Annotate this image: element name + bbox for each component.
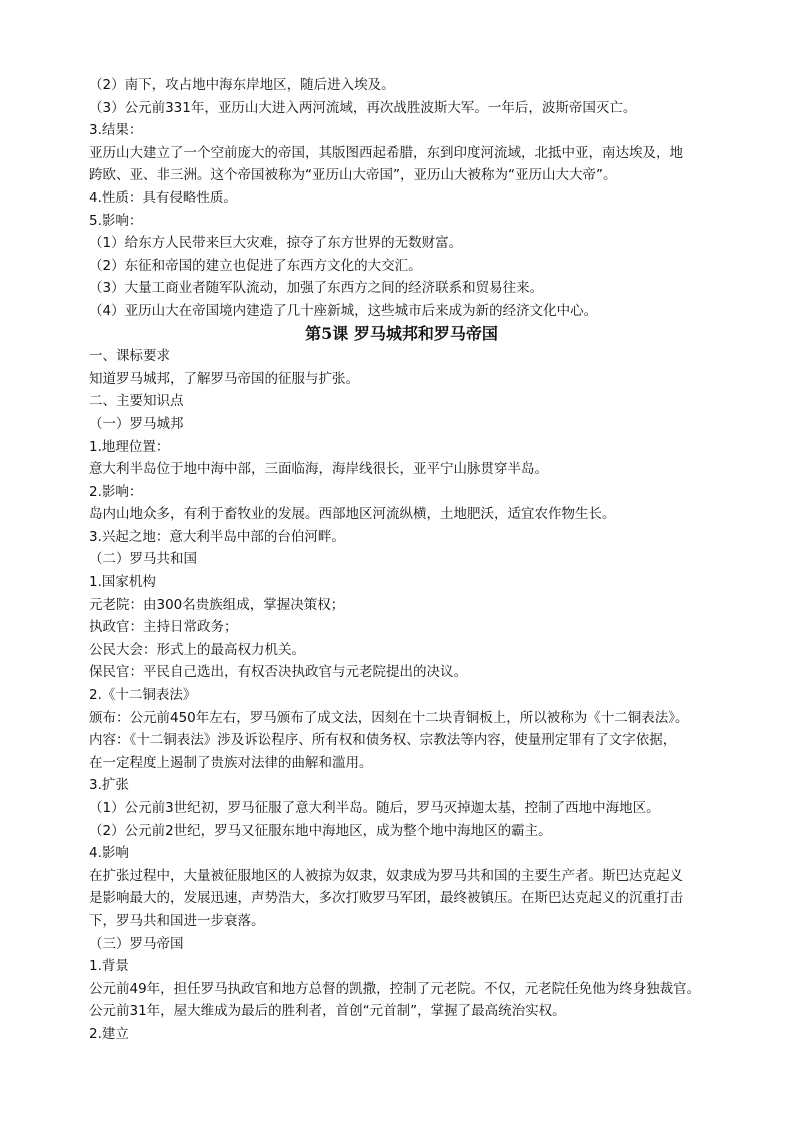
text-line: 1.国家机构 <box>89 574 156 591</box>
text-line: 5.影响： <box>89 212 143 229</box>
text-line: 1.地理位置： <box>89 438 170 455</box>
text-line: 元老院：由300名贵族组成，掌握决策权； <box>89 596 345 613</box>
text-line: 在一定程度上遏制了贵族对法律的曲解和滥用。 <box>89 754 373 771</box>
text-line: 公元前31年，屋大维成为最后的胜利者，首创“元首制”，掌握了最高统治实权。 <box>89 1003 566 1020</box>
text-line: 岛内山地众多，有利于畜牧业的发展。西部地区河流纵横，土地肥沃，适宜农作物生长。 <box>89 506 616 523</box>
text-line: 执政官：主持日常政务； <box>89 619 238 636</box>
text-line: 在扩张过程中，大量被征服地区的人被掠为奴隶，奴隶成为罗马共和国的主要生产者。斯巴达克起义 <box>89 867 683 884</box>
text-line: 知道罗马城邦，了解罗马帝国的征服与扩张。 <box>89 370 359 387</box>
text-line: （4）亚历山大在帝国境内建造了几十座新城，这些城市后来成为新的经济文化中心。 <box>89 302 598 319</box>
text-line: 2.建立 <box>89 1025 129 1042</box>
text-line: 颁布：公元前450年左右，罗马颁布了成文法，因刻在十二块青铜板上，所以被称为《十二铜表法》。 <box>89 709 689 726</box>
text-line: （3）大量工商业者随军队流动，加强了东西方之间的经济联系和贸易往来。 <box>89 280 544 297</box>
text-line: 意大利半岛位于地中海中部，三面临海，海岸线很长，亚平宁山脉贯穿半岛。 <box>89 461 548 478</box>
text-line: 跨欧、亚、非三洲。这个帝国被称为“亚历山大帝国”，亚历山大被称为“亚历山大大帝”。 <box>89 167 617 184</box>
section-heading: 二、主要知识点 <box>89 393 184 410</box>
text-line: （1）给东方人民带来巨大灾难，掠夺了东方世界的无数财富。 <box>89 235 463 252</box>
subsection-heading: （一）罗马城邦 <box>89 415 184 432</box>
text-line: 1.背景 <box>89 958 129 975</box>
subsection-heading: （三）罗马帝国 <box>89 935 184 952</box>
text-line: （2）东征和帝国的建立也促进了东西方文化的大交汇。 <box>89 257 422 274</box>
text-line: 亚历山大建立了一个空前庞大的帝国，其版图西起希腊，东到印度河流域，北抵中亚，南达埃及，地 <box>89 144 683 161</box>
text-line: 3.兴起之地：意大利半岛中部的台伯河畔。 <box>89 528 345 545</box>
text-line: 2.影响： <box>89 483 143 500</box>
text-line: 内容：《十二铜表法》涉及诉讼程序、所有权和债务权、宗教法等内容，使量刑定罪有了文字依据， <box>89 732 677 749</box>
text-line: 4.影响 <box>89 845 129 862</box>
section-heading: 一、课标要求 <box>89 348 170 365</box>
text-line: 2.《十二铜表法》 <box>89 687 197 704</box>
text-line: （1）公元前3世纪初，罗马征服了意大利半岛。随后，罗马灭掉迦太基，控制了西地中海地区。 <box>89 800 660 816</box>
text-line: 4.性质：具有侵略性质。 <box>89 189 237 206</box>
text-line: 3.结果： <box>89 122 143 139</box>
document-page <box>89 74 714 1046</box>
text-line: 3.扩张 <box>89 777 129 794</box>
text-line: 保民官：平民自己选出，有权否决执政官与元老院提出的决议。 <box>89 664 467 681</box>
text-line: 公民大会：形式上的最高权力机关。 <box>89 641 305 658</box>
text-line: （2）公元前2世纪，罗马又征服东地中海地区，成为整个地中海地区的霸主。 <box>89 822 552 839</box>
lesson-title: 第5课 罗马城邦和罗马帝国 <box>305 323 498 343</box>
text-line: 是影响最大的，发展迅速，声势浩大，多次打败罗马军团，最终被镇压。在斯巴达克起义的沉重打击 <box>89 890 683 907</box>
text-line: （3）公元前331年，亚历山大进入两河流域，再次战胜波斯大军。一年后，波斯帝国灭亡。 <box>89 99 637 116</box>
subsection-heading: （二）罗马共和国 <box>89 551 197 568</box>
text-line: 公元前49年，担任罗马执政官和地方总督的凯撒，控制了元老院。不仅，元老院任免他为终身独裁官。 <box>89 980 701 997</box>
text-line: 下，罗马共和国进一步衰落。 <box>89 912 265 929</box>
text-line: （2）南下，攻占地中海东岸地区，随后进入埃及。 <box>89 77 395 93</box>
